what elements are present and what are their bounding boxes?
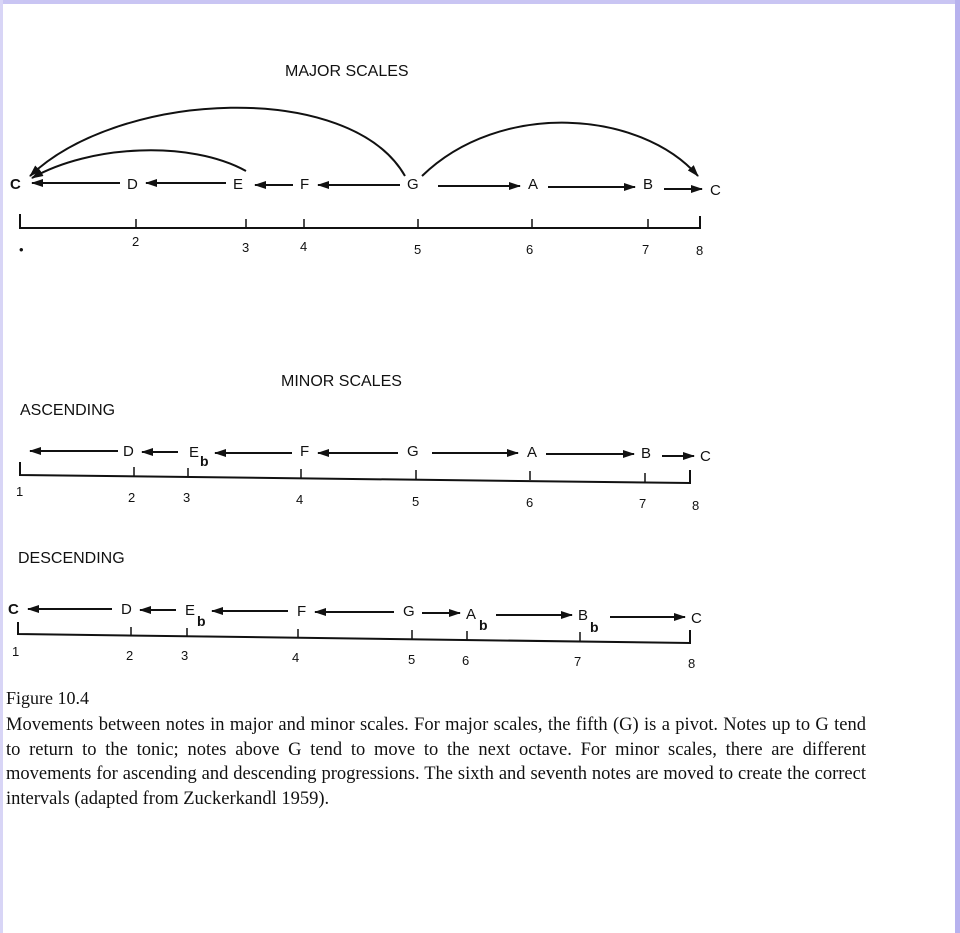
major-note-a: A	[528, 176, 539, 193]
desc-flat-e: b	[197, 613, 206, 629]
desc-degree-2: 2	[126, 648, 134, 663]
desc-degree-7: 7	[574, 654, 582, 669]
major-scales-section	[10, 63, 721, 258]
desc-note-c: C	[8, 601, 19, 618]
major-note-e: E	[233, 176, 244, 193]
major-note-f: F	[300, 176, 310, 193]
descending-label: DESCENDING	[18, 550, 125, 567]
major-degree-6: 6	[526, 242, 534, 257]
desc-degree-4: 4	[292, 650, 300, 665]
arc-e-to-c	[32, 150, 246, 178]
figure-caption	[6, 688, 866, 811]
asc-note-a: A	[527, 444, 538, 461]
major-note-d: D	[127, 176, 138, 193]
asc-degree-7: 7	[639, 496, 647, 511]
desc-degree-3: 3	[181, 648, 189, 663]
desc-note-g: G	[403, 603, 415, 620]
asc-degree-8: 8	[692, 498, 700, 513]
desc-note-f: F	[297, 603, 307, 620]
figure-caption-text: Movements between notes in major and minor scales. For major scales, the fifth (G) is a pivot. Notes up to G tend to return to the tonic; notes above G tend to move to the next octave. For minor scales, there are different movements for ascending and descending progressions. The sixth and seventh notes are moved to create the correct intervals (adapted from Zuckerkandl 1959).	[6, 715, 866, 809]
asc-degree-1: 1	[16, 484, 24, 499]
asc-degree-3: 3	[183, 490, 191, 505]
arc-g-to-c	[30, 108, 405, 176]
asc-degree-4: 4	[296, 492, 304, 507]
major-scales-title: MAJOR SCALES	[285, 63, 409, 80]
major-degree-5: 5	[414, 242, 422, 257]
asc-note-f: F	[300, 443, 310, 460]
major-degree-7: 7	[642, 242, 650, 257]
major-degree-2: 2	[132, 234, 140, 249]
ascending-label: ASCENDING	[20, 402, 116, 419]
major-degree-4: 4	[300, 239, 308, 254]
desc-note-b: B	[578, 607, 589, 624]
figure-label: Figure 10.4	[6, 688, 89, 708]
desc-note-d: D	[121, 601, 132, 618]
major-note-g: G	[407, 176, 419, 193]
asc-note-g: G	[407, 443, 419, 460]
minor-descending-section	[8, 550, 702, 671]
major-note-high-c: C	[710, 182, 721, 199]
arc-g-to-high-c	[422, 123, 698, 176]
desc-flat-a: b	[479, 617, 488, 633]
desc-note-high-c: C	[691, 610, 702, 627]
ascending-degree-ruler	[20, 462, 690, 483]
asc-note-d: D	[123, 443, 134, 460]
minor-ascending-section	[16, 373, 711, 513]
major-note-b: B	[643, 176, 654, 193]
major-note-c: C	[10, 176, 21, 193]
desc-note-e: E	[185, 602, 196, 619]
desc-degree-5: 5	[408, 652, 416, 667]
desc-note-a: A	[466, 606, 477, 623]
asc-degree-6: 6	[526, 495, 534, 510]
minor-scales-title: MINOR SCALES	[281, 373, 402, 390]
asc-note-e: E	[189, 444, 200, 461]
major-degree-8: 8	[696, 243, 704, 258]
asc-note-c: C	[700, 448, 711, 465]
major-degree-1: •	[19, 242, 24, 257]
desc-degree-1: 1	[12, 644, 20, 659]
desc-flat-b: b	[590, 619, 599, 635]
major-degree-ruler	[20, 214, 700, 228]
asc-degree-2: 2	[128, 490, 136, 505]
asc-note-b: B	[641, 445, 652, 462]
major-degree-3: 3	[242, 240, 250, 255]
desc-degree-6: 6	[462, 653, 470, 668]
asc-flat-e: b	[200, 453, 209, 469]
asc-degree-5: 5	[412, 494, 420, 509]
desc-degree-8: 8	[688, 656, 696, 671]
